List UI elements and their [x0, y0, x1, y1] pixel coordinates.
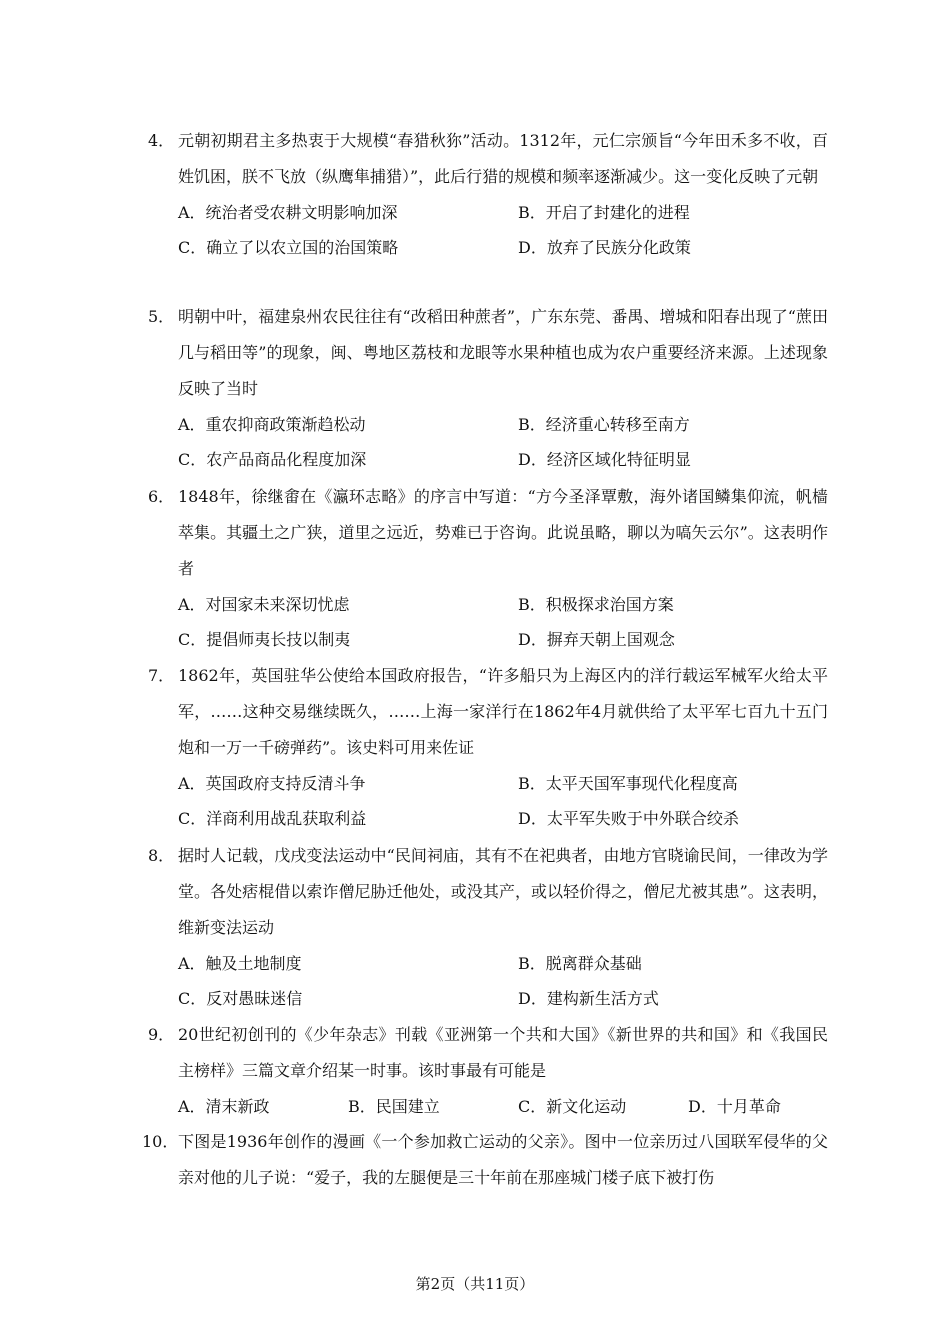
- question-9: [148, 1017, 828, 1124]
- question-5: [148, 299, 828, 477]
- question-number: 9．: [148, 1025, 175, 1044]
- question-number: 10．: [142, 1132, 179, 1151]
- question-number: 5．: [148, 307, 175, 326]
- question-8: [148, 838, 828, 1016]
- option-b: B．脱离群众基础: [518, 954, 642, 973]
- question-text: 元朝初期君主多热衷于大规模“春猎秋狝”活动。1312年，元仁宗颁旨“今年田禾多不收，百姓饥困，朕不飞放（纵鹰隼捕猎）”，此后行猎的规模和频率逐渐减少。这一变化反映了元朝: [178, 131, 828, 186]
- option-d: D．放弃了民族分化政策: [518, 238, 691, 257]
- option-c: C．农产品商品化程度加深: [178, 450, 367, 469]
- option-b: B．经济重心转移至南方: [518, 415, 690, 434]
- question-stem: [148, 299, 828, 407]
- option-c: C．反对愚昧迷信: [178, 989, 303, 1008]
- page-number: 第2页（共11页）: [415, 1275, 535, 1293]
- question-stem: [142, 1124, 828, 1196]
- options-grid: [148, 195, 828, 265]
- question-number: 7．: [148, 666, 175, 685]
- question-stem: [148, 479, 828, 587]
- question-10: [142, 1124, 828, 1196]
- question-text: 1862年，英国驻华公使给本国政府报告，“许多船只为上海区内的洋行载运军械军火给太平军，……这种交易继续既久，……上海一家洋行在1862年4月就供给了太平军七百九十五门炮和一万一千磅弹药”。该史料可用来佐证: [178, 666, 828, 757]
- question-text: 1848年，徐继畬在《瀛环志略》的序言中写道：“方今圣泽覃敷，海外诸国鳞集仰流，帆樯萃集。其疆土之广狭，道里之远近，势难已于咨询。此说虽略，聊以为嗃矢云尔”。这表明作者: [178, 487, 828, 578]
- question-stem: [148, 1017, 828, 1089]
- option-b: B．民国建立: [348, 1097, 440, 1116]
- options-grid: [148, 587, 828, 657]
- option-c: C．确立了以农立国的治国策略: [178, 238, 399, 257]
- option-a: A．英国政府支持反清斗争: [178, 774, 366, 793]
- question-text: 20世纪初创刊的《少年杂志》刊载《亚洲第一个共和大国》《新世界的共和国》和《我国民主榜样》三篇文章介绍某一时事。该时事最有可能是: [178, 1025, 828, 1080]
- option-a: A．统治者受农耕文明影响加深: [178, 203, 398, 222]
- option-a: A．重农抑商政策渐趋松动: [178, 415, 366, 434]
- question-4: [148, 123, 828, 265]
- options-grid: [148, 766, 828, 836]
- option-c: C．提倡师夷长技以制夷: [178, 630, 351, 649]
- question-number: 8．: [148, 846, 175, 865]
- options-row: [148, 1089, 828, 1124]
- question-7: [148, 658, 828, 836]
- question-text: 下图是1936年创作的漫画《一个参加救亡运动的父亲》。图中一位亲历过八国联军侵华的父亲对他的儿子说：“爱子，我的左腿便是三十年前在那座城门楼子底下被打伤: [178, 1132, 828, 1187]
- option-d: D．建构新生活方式: [518, 989, 659, 1008]
- question-stem: [148, 658, 828, 766]
- option-d: D．经济区域化特征明显: [518, 450, 691, 469]
- option-b: B．开启了封建化的进程: [518, 203, 690, 222]
- option-d: D．太平军失败于中外联合绞杀: [518, 809, 739, 828]
- option-d: D．十月革命: [688, 1097, 781, 1116]
- option-a: A．清末新政: [178, 1097, 270, 1116]
- question-stem: [148, 838, 828, 946]
- option-b: B．积极探求治国方案: [518, 595, 674, 614]
- option-a: A．触及土地制度: [178, 954, 302, 973]
- question-text: 明朝中叶，福建泉州农民往往有“改稻田种蔗者”，广东东莞、番禺、增城和阳春出现了“蔗田几与稻田等”的现象，闽、粤地区荔枝和龙眼等水果种植也成为农户重要经济来源。上述现象反映了当时: [178, 307, 828, 398]
- question-number: 4．: [148, 131, 175, 150]
- question-number: 6．: [148, 487, 175, 506]
- page-footer: [0, 1272, 950, 1296]
- options-grid: [148, 407, 828, 477]
- question-stem: [148, 123, 828, 195]
- question-6: [148, 479, 828, 657]
- option-c: C．洋商利用战乱获取利益: [178, 809, 367, 828]
- option-d: D．摒弃天朝上国观念: [518, 630, 675, 649]
- option-c: C．新文化运动: [518, 1097, 627, 1116]
- question-text: 据时人记载，戊戌变法运动中“民间祠庙，其有不在祀典者，由地方官晓谕民间，一律改为学堂。各处痞棍借以索诈僧尼胁迁他处，或没其产，或以轻价得之，僧尼尤被其患”。这表明，维新变法运动: [178, 846, 828, 937]
- options-grid: [148, 946, 828, 1016]
- option-b: B．太平天国军事现代化程度高: [518, 774, 738, 793]
- option-a: A．对国家未来深切忧虑: [178, 595, 350, 614]
